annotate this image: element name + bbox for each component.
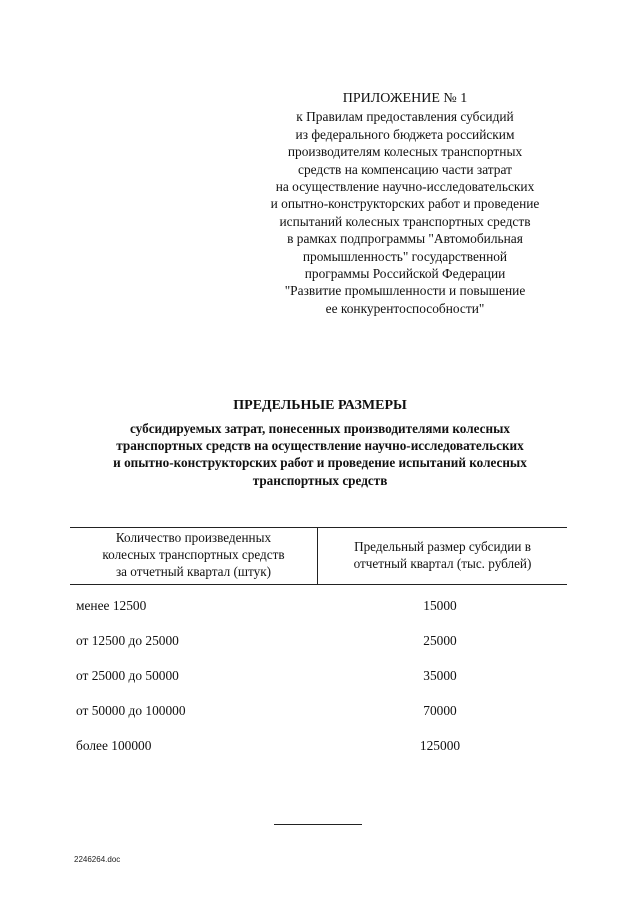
header-line: за отчетный квартал (штук) (115, 563, 272, 579)
appendix-line: средств на компенсацию части затрат (298, 161, 512, 177)
appendix-line: программы Российской Федерации (304, 266, 506, 282)
header-line: Предельный размер субсидии в (354, 539, 531, 554)
table-top-rule (70, 527, 567, 528)
row-value: 25000 (423, 633, 457, 648)
appendix-line: "Развитие промышленности и повышение (284, 283, 526, 299)
appendix-block (250, 90, 560, 317)
appendix-line: к Правилам предоставления субсидий (296, 109, 514, 125)
appendix-line: испытаний колесных транспортных средств (279, 213, 531, 229)
column-header-quantity (70, 530, 317, 580)
appendix-line: производителям колесных транспортных (287, 144, 523, 160)
end-divider (274, 824, 362, 825)
row-value: 15000 (423, 598, 457, 613)
table-row (70, 632, 567, 667)
subheading-line: транспортных средств (252, 472, 388, 488)
header-line: Количество произведенных (115, 530, 272, 545)
header-line: колесных транспортных средств (102, 546, 285, 562)
row-range: от 25000 до 50000 (76, 668, 179, 683)
row-value: 125000 (419, 738, 461, 753)
row-range: более 100000 (76, 738, 152, 753)
table-row (70, 702, 567, 737)
subheading-line: субсидируемых затрат, понесенных производителями колесных (130, 421, 510, 436)
row-value: 35000 (423, 668, 457, 683)
file-name-footer: 2246264.doc (74, 855, 121, 864)
row-range: от 12500 до 25000 (76, 633, 179, 648)
table-header-rule (70, 584, 567, 585)
column-header-subsidy (318, 539, 567, 573)
appendix-line: ее конкурентоспособности" (325, 300, 485, 316)
appendix-line: в рамках подпрограммы "Автомобильная (287, 231, 523, 247)
document-subheading (75, 420, 565, 489)
subheading-line: транспортных средств на осуществление научно-исследовательских (116, 438, 524, 454)
table-row (70, 667, 567, 702)
appendix-line: и опытно-конструкторских работ и проведение (270, 196, 540, 212)
table-row (70, 737, 567, 772)
table-row (70, 597, 567, 632)
appendix-line: из федерального бюджета российским (295, 126, 515, 142)
appendix-title: ПРИЛОЖЕНИЕ № 1 (342, 91, 468, 106)
subheading-line: и опытно-конструкторских работ и проведение испытаний колесных (113, 455, 527, 471)
header-line: отчетный квартал (тыс. рублей) (353, 555, 532, 571)
appendix-line: на осуществление научно-исследовательских (275, 179, 535, 195)
table-body (70, 597, 567, 772)
row-range: от 50000 до 100000 (76, 703, 186, 718)
row-value: 70000 (423, 703, 457, 718)
document-heading: ПРЕДЕЛЬНЫЕ РАЗМЕРЫ (233, 398, 407, 413)
appendix-line: промышленность" государственной (302, 248, 508, 264)
row-range: менее 12500 (76, 598, 147, 613)
